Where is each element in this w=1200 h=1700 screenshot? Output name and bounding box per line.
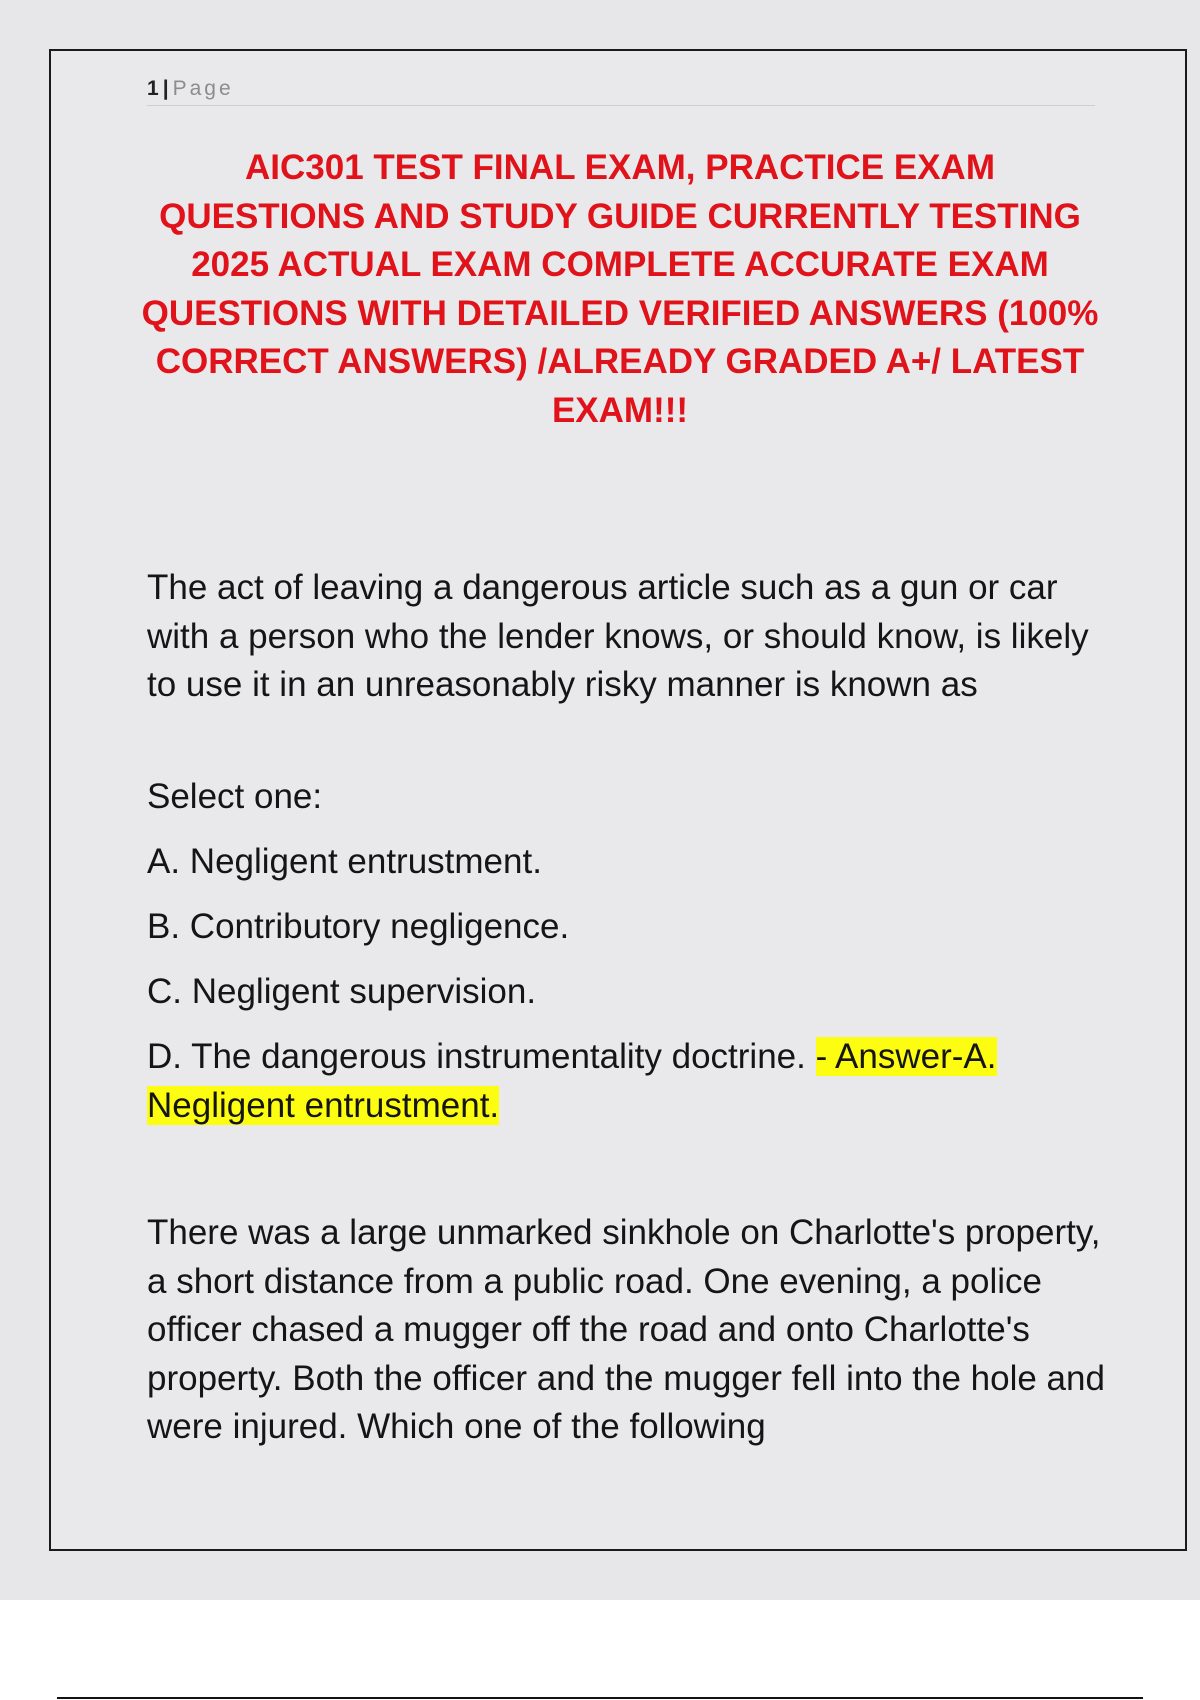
question-1-text: The act of leaving a dangerous article such as a gun or car with a person who the lender knows, or should know, is likely to use it in an unreasonably risky manner is known as (147, 568, 1089, 704)
option-a: A. Negligent entrustment. (147, 842, 542, 881)
page-separator: | (162, 77, 169, 100)
select-one-prompt: Select one: (147, 777, 323, 816)
next-page-top-rule (57, 1697, 1143, 1699)
question-2 (147, 1209, 1107, 1452)
document-page (49, 49, 1187, 1551)
question-1 (147, 564, 1107, 710)
document-title: AIC301 TEST FINAL EXAM, PRACTICE EXAM QUESTIONS AND STUDY GUIDE CURRENTLY TESTING 2025 ACTUAL EXAM COMPLETE ACCURATE EXAM QUESTIONS WITH DETAILED VERIFIED ANSWERS (100% CORRECT ANSWERS) /ALREADY GRADED A+/ LATEST EXAM!!! (141, 148, 1099, 430)
page-label: Page (172, 77, 234, 100)
answer-highlight: - Answer-A. Negligent entrustment. (147, 1037, 997, 1125)
option-c: C. Negligent supervision. (147, 972, 537, 1011)
page-header (147, 75, 1095, 106)
next-page-area (0, 1600, 1200, 1700)
option-d-text: D. The dangerous instrumentality doctrine. (147, 1037, 806, 1076)
option-d (147, 1033, 1107, 1130)
page-number: 1 (147, 77, 159, 100)
question-2-text: There was a large unmarked sinkhole on Charlotte's property, a short distance from a public road. One evening, a police officer chased a mugger off the road and onto Charlotte's property. Both the officer and the mugger fell into the hole and were injured. Which one of the following (147, 1213, 1105, 1446)
option-b: B. Contributory negligence. (147, 907, 570, 946)
